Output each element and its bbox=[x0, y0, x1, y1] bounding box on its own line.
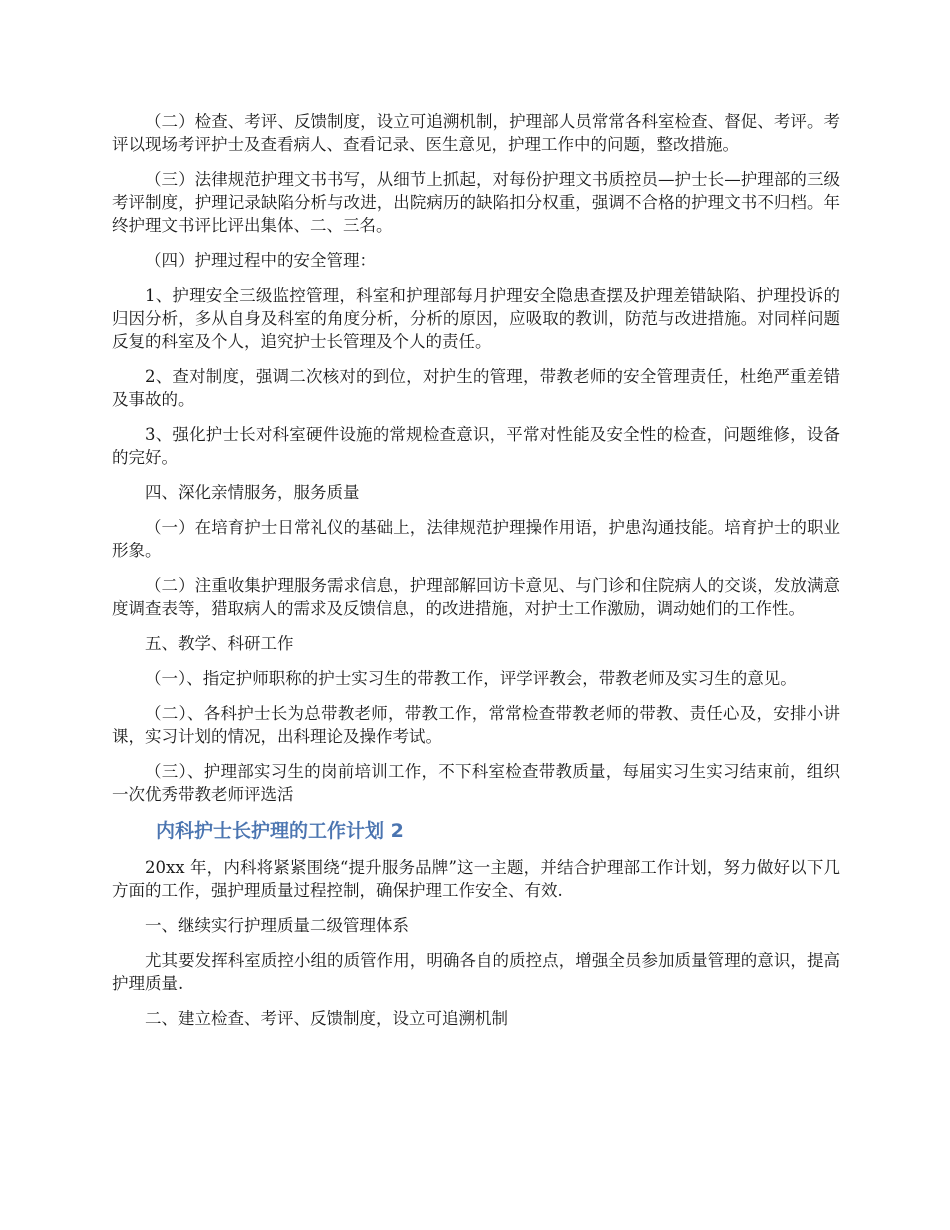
paragraph-teaching-2: （二）、各科护士长为总带教老师，带教工作，常常检查带教老师的带教、责任心及，安排小讲课，实习计划的情况，出科理论及操作考试。 bbox=[112, 704, 840, 746]
section-title: 内科护士长护理的工作计划 2 bbox=[156, 820, 404, 842]
paragraph-safety-item-1: 1、护理安全三级监控管理，科室和护理部每月护理安全隐患查摆及护理差错缺陷、护理投诉的归因分析，多从自身及科室的角度分析，分析的原因，应吸取的教训，防范与改进措施。对同样问题反复的科室及个人，追究护士长管理及个人的责任。 bbox=[112, 286, 840, 351]
paragraph-etiquette: （一）在培育护士日常礼仪的基础上，法律规范护理操作用语，护患沟通技能。培育护士的职业形象。 bbox=[112, 518, 840, 560]
paragraph-intro: 20xx 年，内科将紧紧围绕“提升服务品牌”这一主题，并结合护理部工作计划，努力做好以下几方面的工作，强护理质量过程控制，确保护理工作安全、有效. bbox=[112, 858, 840, 900]
paragraph-quality-system-heading: 一、继续实行护理质量二级管理体系 bbox=[145, 916, 409, 935]
paragraph-teaching-3: （三）、护理部实习生的岗前培训工作，不下科室检查带教质量，每届实习生实习结束前，组织一次优秀带教老师评选活 bbox=[112, 762, 840, 804]
paragraph-inspection-system: （二）检查、考评、反馈制度，设立可追溯机制，护理部人员常常各科室检查、督促、考评。考评以现场考评护士及查看病人、查看记录、医生意见，护理工作中的问题，整改措施。 bbox=[112, 112, 840, 154]
paragraph-section-four-heading: 四、深化亲情服务，服务质量 bbox=[145, 483, 360, 502]
paragraph-safety-item-3: 3、强化护士长对科室硬件设施的常规检查意识，平常对性能及安全性的检查，问题维修，设备的完好。 bbox=[112, 425, 840, 467]
paragraph-nursing-documents: （三）法律规范护理文书书写，从细节上抓起，对每份护理文书质控员—护士长—护理部的三级考评制度，护理记录缺陷分析与改进，出院病历的缺陷扣分权重，强调不合格的护理文书不归档。年终护理文书评比评出集体、二、三名。 bbox=[112, 170, 840, 235]
paragraph-quality-control: 尤其要发挥科室质控小组的质管作用，明确各自的质控点，增强全员参加质量管理的意识，提高护理质量. bbox=[112, 951, 840, 993]
paragraph-inspection-heading: 二、建立检查、考评、反馈制度，设立可追溯机制 bbox=[145, 1009, 508, 1028]
paragraph-safety-management-heading: （四）护理过程中的安全管理： bbox=[145, 251, 376, 270]
paragraph-section-five-heading: 五、教学、科研工作 bbox=[145, 634, 294, 653]
document-page bbox=[112, 110, 840, 1042]
paragraph-teaching-1: （一）、指定护师职称的护士实习生的带教工作，评学评教会，带教老师及实习生的意见。 bbox=[145, 669, 797, 688]
paragraph-safety-item-2: 2、查对制度，强调二次核对的到位，对护生的管理，带教老师的安全管理责任，杜绝严重差错及事故的。 bbox=[112, 367, 840, 409]
paragraph-feedback: （二）注重收集护理服务需求信息，护理部解回访卡意见、与门诊和住院病人的交谈，发放满意度调查表等，猎取病人的需求及反馈信息，的改进措施，对护士工作激励，调动她们的工作性。 bbox=[112, 576, 840, 618]
